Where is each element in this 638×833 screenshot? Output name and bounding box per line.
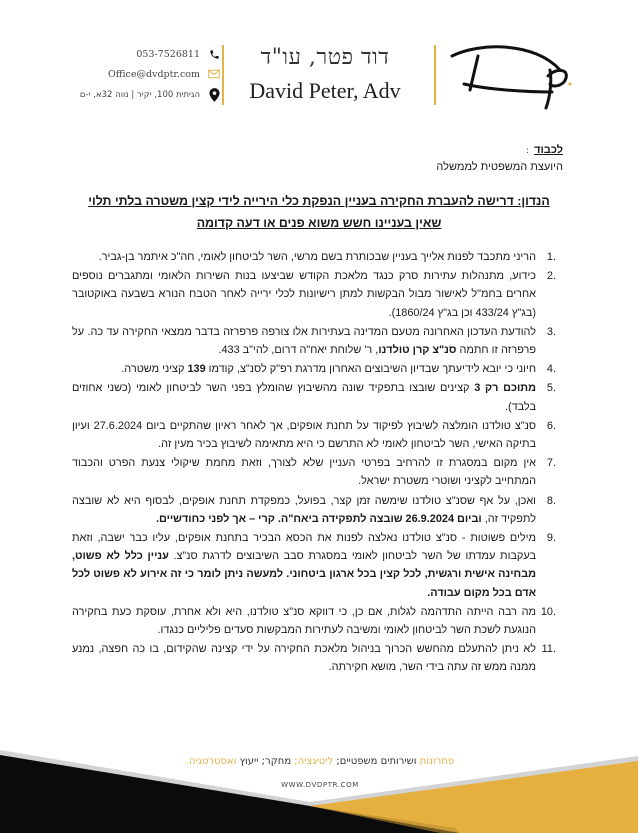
bold-text: סנ"צ קרן טולדנו (378, 344, 457, 357)
tagline-text: מחקר; ייעוץ (236, 756, 295, 767)
paragraph-text: מה רבה הייתה התדהמה לגלות, אם כן, כי דווקא סנ"צ טולדנו, היא ולא אחרת, עוסקת כעת בחקירה הנוגעת לשכת השר לביטחון לאומי ומשיבה לעתירות המבקשות סעדים פליליים כנגדו. (72, 605, 536, 637)
location-pin-icon (208, 89, 220, 101)
address-row (80, 85, 220, 105)
paragraph-number: 1. (546, 251, 556, 263)
paragraph-item (72, 323, 562, 359)
lawyer-name-hebrew: דוד פטר, עו"ד (260, 45, 390, 70)
tagline-text: ושירותים משפטיים; (333, 756, 420, 767)
paragraph-item (72, 360, 562, 378)
recipient-colon: : (525, 146, 529, 156)
email-row (108, 64, 220, 84)
paragraph-text: הריני מתכבד לפנות אלייך בעניין שבכותרת בשם מרשי, השר לביטחון לאומי, חה"כ איתמר בן-גביר. (98, 251, 536, 263)
dp-signature-logo (440, 42, 575, 112)
paragraph-item (72, 248, 562, 266)
email-address[interactable]: Office@dvdptr.com (107, 68, 200, 80)
recipient-name: היועצת המשפטית לממשלה (436, 161, 563, 173)
paragraph-text: אין מקום במסגרת זו להרחיב בפרטי העניין שלא לצורך, וזאת מחמת שיקולי צנעת הפרט והכבוד המתחייב לקציני ושוטרי משטרת ישראל. (72, 457, 536, 488)
bold-text: וביום 26.9.2024 שובצה לתפקידה ביאח"ה. קרי – אך לפני כחודשיים. (155, 512, 482, 525)
tagline-highlight: פתרונות (419, 756, 455, 767)
paragraph-number: 8. (546, 494, 556, 507)
paragraph-number: 11. (541, 643, 556, 656)
recipient-block (436, 138, 563, 173)
paragraph-text: , ר' שלוחת יאח"ה דרום, להי"ב 433. (218, 344, 379, 357)
envelope-icon (208, 68, 220, 80)
paragraph-item (72, 529, 562, 602)
paragraph-number: 6. (546, 419, 556, 432)
paragraph-number: 4. (546, 363, 556, 376)
paragraph-text: סנ"צ טולדנו הומלצה לשיבוץ לפיקוד על תחנת אופקים, אך לאחר ראיון שהתקיים ביום 27.6.2024 ועיון בתיקה האישי, השר לביטחון לאומי לא התרשם כי היא מתאימה לשיבוץ בכיר מעין זה. (72, 419, 536, 451)
paragraph-item (72, 492, 562, 528)
bold-text: מתוכם רק 3 (474, 382, 536, 395)
phone-icon (208, 48, 220, 60)
paragraph-text: כידוע, מתנהלות עתירות סרק כנגד מלאכת הקודש שביצעו בנות השירות הלאומי ומתגברים נוספים אחרים בחמ"ל לאישור מבול הבקשות למתן רישיונות לכלי ירייה לאחר הטבח הנורא בשבעה באוקטובר (בג"ץ 433/24 וכן בג"ץ 1860/24). (72, 270, 536, 319)
paragraph-number: 3. (546, 325, 556, 338)
numbered-paragraphs (72, 248, 562, 678)
tagline-highlight: ואסטרטגיה. (185, 756, 237, 767)
recipient-label: לכבוד (534, 144, 563, 156)
footer-tagline (100, 756, 540, 767)
paragraph-text: קצינים שובצו בתפקיד שונה מהשיבוץ שהומלץ בפני השר לביטחון לאומי (כשני אחוזים בלבד). (72, 382, 536, 413)
bold-text: 139 (187, 363, 206, 376)
phone-row (136, 44, 220, 64)
tagline-highlight: ליטיגציה; (294, 756, 334, 767)
paragraph-number: 9. (546, 532, 556, 545)
paragraph-number: 5. (546, 382, 556, 395)
footer-website[interactable]: WWW.DVDPTR.COM (281, 781, 359, 789)
paragraph-item (72, 603, 562, 639)
paragraph-text: חיוני כי יובא לידיעתך שבדיון השיבוצים האחרון מדרגת רפ"ק לסנ"צ, קודמו (205, 363, 536, 376)
paragraph-number: 2. (546, 270, 556, 283)
bold-text: עניין כלל לא פשוט, מבחינה אישית ורגשית, לכל קצין בכל ארגון ביטחוני. למעשה ניתן לומר כי זה אירוע לא פשוט לכל אדם בכל מקום עבודה. (72, 550, 536, 599)
paragraph-number: 7. (546, 457, 556, 470)
header-divider-left (222, 45, 224, 105)
paragraph-item (72, 454, 562, 490)
paragraph-text: מילים פשוטות - סנ"צ טולדנו נאלצה לפנות את הכסא הבכיר בתחנת אופקים, עליו כבר ישבה, וזאת בעקבות עמדתו של השר לביטחון לאומי במסגרת סבב השיבוצים לדרגת סנ"צ. (72, 532, 536, 563)
paragraph-item (72, 267, 562, 322)
paragraph-text: ואכן, על אף שסנ"צ טולדנו שימשה זמן קצר, בפועל, כמפקדת תחנת אופקים, לבסוף היא לא שובצה לתפקיד זה, (72, 494, 536, 525)
paragraph-item (72, 640, 562, 676)
subject-line-1: הנדון: דרישה להעברת החקירה בעניין הנפקת כלי הירייה לידי קצין משטרה בלתי תלוי (88, 194, 550, 208)
paragraph-text: להודעת העדכון האחרונה מטעם המדינה בעתירות אלו צורפה פרפרזה בדבר ממצאי החקירה עד כה. על פרפרזה זו חתמה (72, 325, 536, 357)
subject-heading (75, 190, 563, 234)
paragraph-text: לא ניתן להתעלם מהחשש הכרוך בניהול מלאכת החקירה על ידי קצינה שהקידום, בו כה חפצה, נמנע ממנה ממש זה עתה בידי השר, מושא חקירתה. (72, 643, 536, 674)
paragraph-item (72, 379, 562, 415)
paragraph-number: 10. (540, 605, 556, 618)
header-divider-right (434, 45, 436, 105)
subject-line-2: שאין בעניינו חשש משוא פנים או דעה קדומה (196, 216, 442, 230)
paragraph-text: קציני משטרה. (121, 363, 188, 376)
phone-number: 053-7526811 (136, 48, 200, 60)
lawyer-name-english: David Peter, Adv (249, 78, 401, 103)
paragraph-item (72, 417, 562, 453)
office-address: הגיתית 100, יקיר | נווה 32א, י-ם (79, 90, 200, 100)
